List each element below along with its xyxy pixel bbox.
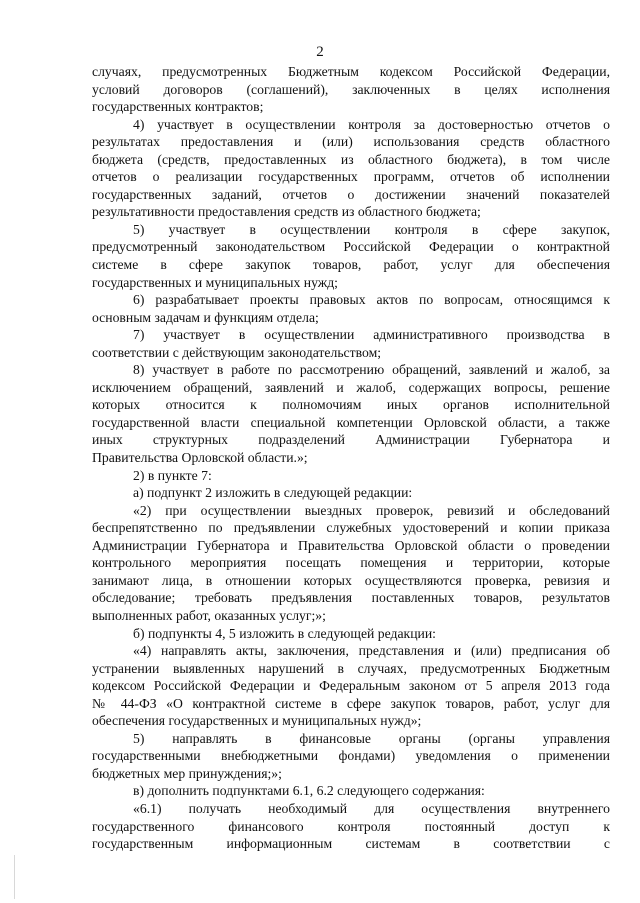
text-line: Администрации Губернатора и Правительства Орловской области о проведении bbox=[92, 537, 610, 553]
text-line: иных структурных подразделений Администрации Губернатора и bbox=[92, 432, 610, 448]
text-line: предусмотренный законодательством Российской Федерации о контрактной bbox=[92, 239, 610, 255]
text-line: случаях, предусмотренных Бюджетным кодексом Российской Федерации, bbox=[92, 64, 610, 79]
text-line: государственных и муниципальных нужд; bbox=[92, 274, 338, 290]
text-line: устранении выявленных нарушений в случаях, предусмотренных Бюджетным bbox=[92, 660, 610, 676]
text-line: исключением обращений, заявлений и жалоб, содержащих вопросы, решение bbox=[92, 379, 610, 395]
document-body bbox=[92, 63, 610, 853]
text-line: соответствии с действующим законодательством; bbox=[92, 344, 382, 360]
text-line: в) дополнить подпунктами 6.1, 6.2 следующего содержания: bbox=[133, 783, 485, 799]
text-line: государственного финансового контроля постоянный доступ к bbox=[92, 818, 610, 834]
text-line: № 44-ФЗ «О контрактной системе в сфере закупок товаров, работ, услуг для bbox=[92, 695, 610, 711]
text-line: 7) участвует в осуществлении административного производства в bbox=[133, 327, 610, 343]
scan-margin-mark bbox=[14, 855, 15, 899]
text-line: результатах предоставления и (или) использования средств областного bbox=[92, 134, 610, 150]
text-line: государственным информационным системам в соответствии с bbox=[92, 836, 610, 852]
text-line: системе в сфере закупок товаров, работ, услуг для обеспечения bbox=[92, 257, 610, 273]
text-line: результативности предоставления средств из областного бюджета; bbox=[92, 204, 481, 220]
text-line: условий договоров (соглашений), заключенных в целях исполнения bbox=[92, 81, 610, 97]
text-line: обследование; требовать предъявления поставленных товаров, результатов bbox=[92, 590, 610, 606]
text-line: государственных контрактов; bbox=[92, 99, 264, 115]
text-line: 4) участвует в осуществлении контроля за достоверностью отчетов о bbox=[133, 116, 610, 132]
text-line: кодексом Российской Федерации и Федеральным законом от 5 апреля 2013 года bbox=[92, 678, 610, 694]
text-line: государственной власти специальной компетенции Орловской области, а также bbox=[92, 414, 610, 430]
text-line: бюджета (средств, предоставленных из областного бюджета), в том числе bbox=[92, 151, 610, 167]
text-line: а) подпункт 2 изложить в следующей редакции: bbox=[133, 485, 413, 501]
text-line: занимают лица, в отношении которых осуществляются проверка, ревизия и bbox=[92, 572, 610, 588]
text-line: 5) участвует в осуществлении контроля в сфере закупок, bbox=[133, 221, 610, 237]
text-line: выполненных работ, оказанных услуг;»; bbox=[92, 607, 326, 623]
text-line: контрольного мероприятия посещать помещения и территории, которые bbox=[92, 555, 610, 571]
text-line: Правительства Орловской области.»; bbox=[92, 450, 308, 466]
text-line: 8) участвует в работе по рассмотрению обращений, заявлений и жалоб, за bbox=[133, 362, 610, 378]
text-line: «6.1) получать необходимый для осуществления внутреннего bbox=[133, 800, 610, 816]
text-line: «2) при осуществлении выездных проверок, ревизий и обследований bbox=[133, 502, 610, 518]
text-line: которых относится к полномочиям иных органов исполнительной bbox=[92, 397, 610, 413]
text-line: 6) разрабатывает проекты правовых актов по вопросам, относящимся к bbox=[133, 292, 610, 308]
text-line: б) подпункты 4, 5 изложить в следующей редакции: bbox=[133, 625, 436, 641]
text-line: «4) направлять акты, заключения, представления и (или) предписания об bbox=[133, 643, 610, 659]
page-number: 2 bbox=[316, 44, 324, 60]
text-line: основным задачам и функциям отдела; bbox=[92, 309, 319, 325]
text-line: бюджетных мер принуждения;»; bbox=[92, 765, 282, 781]
text-line: государственными внебюджетными фондами) уведомления о применении bbox=[92, 748, 610, 764]
text-line: беспрепятственно по предъявлении служебных удостоверений и копии приказа bbox=[92, 520, 610, 536]
text-line: обеспечения государственных и муниципальных нужд»; bbox=[92, 713, 422, 729]
text-line: отчетов о реализации государственных программ, отчетов об исполнении bbox=[92, 169, 610, 185]
text-line: 5) направлять в финансовые органы (органы управления bbox=[133, 730, 610, 746]
text-line: 2) в пункте 7: bbox=[133, 467, 212, 483]
text-line: государственных заданий, отчетов о достижении значений показателей bbox=[92, 186, 610, 202]
